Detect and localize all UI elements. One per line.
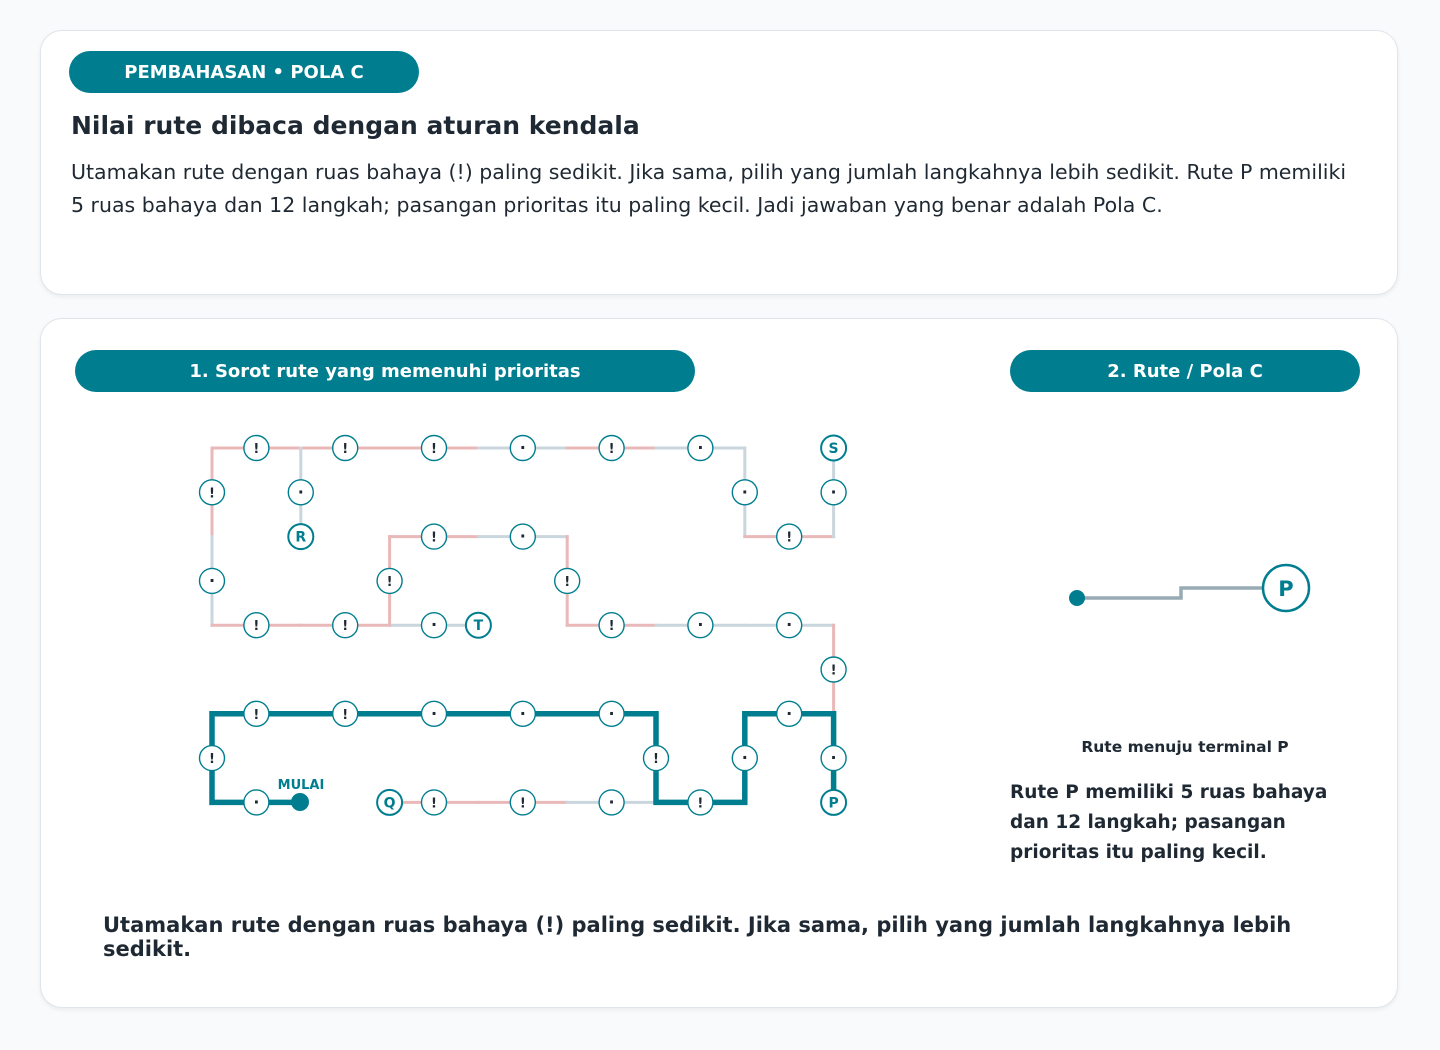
svg-text:·: · [519,438,526,457]
safe-node [422,701,447,726]
svg-text:·: · [830,482,837,502]
explanation-heading: Nilai rute dibaca dengan aturan kendala [71,111,640,140]
hazard-node [333,436,358,461]
svg-text:·: · [430,703,438,723]
hazard-node [644,746,669,771]
hazard-node [244,613,269,638]
svg-text:·: · [786,615,793,635]
hazard-node [200,480,225,505]
safe-node [599,701,624,726]
hazard-node [200,746,225,771]
hazard-node [422,436,447,461]
svg-text:·: · [208,570,216,590]
svg-text:·: · [253,792,260,812]
safe-node [777,613,802,638]
svg-text:·: · [430,615,438,635]
answer-terminal-label: P [1278,577,1294,601]
svg-text:·: · [697,438,704,457]
terminal-s [821,436,846,461]
svg-text:!: ! [253,707,260,723]
svg-text:!: ! [431,530,437,546]
svg-text:S: S [828,441,839,457]
hazard-node [333,701,358,726]
svg-text:!: ! [608,442,615,457]
hazard-node [821,657,846,682]
answer-caption: Rute menuju terminal P [1081,738,1289,756]
hazard-node [777,524,802,549]
svg-text:!: ! [564,574,571,590]
hazard-node [599,436,624,461]
svg-text:!: ! [342,442,349,457]
answer-start-dot [1069,590,1085,606]
svg-text:!: ! [386,574,393,590]
safe-node [777,701,802,726]
svg-text:·: · [786,703,793,723]
svg-text:!: ! [342,619,349,635]
svg-text:·: · [697,615,704,635]
svg-text:!: ! [253,442,260,457]
step1-header: 1. Sorot rute yang memenuhi prioritas [75,350,695,392]
terminal-q [377,790,402,815]
safe-node [821,746,846,771]
svg-text:·: · [608,792,615,812]
terminal-t [466,613,491,638]
hazard-node [244,436,269,461]
step2-header: 2. Rute / Pola C [1010,350,1360,392]
svg-text:!: ! [519,796,526,812]
svg-text:!: ! [431,442,437,457]
safe-node [732,480,757,505]
terminal-r [288,524,313,549]
svg-text:!: ! [608,619,615,635]
svg-text:·: · [741,748,748,768]
discussion-tag: PEMBAHASAN • POLA C [69,51,419,93]
svg-text:!: ! [431,796,437,812]
hazard-node [555,568,580,593]
svg-text:!: ! [209,486,215,502]
start-label: MULAI [277,778,325,793]
hazard-node [422,790,447,815]
safe-node [510,524,535,549]
safe-node [288,480,313,505]
safe-node [510,701,535,726]
svg-text:·: · [519,526,526,546]
svg-text:·: · [830,748,837,768]
hazard-node [333,613,358,638]
svg-text:·: · [519,703,526,723]
svg-text:!: ! [697,796,704,812]
safe-node [422,613,447,638]
answer-route-diagram [1020,550,1340,640]
safe-node [244,790,269,815]
safe-node [599,790,624,815]
svg-text:R: R [295,529,307,546]
hazard-node [244,701,269,726]
svg-text:Q: Q [383,795,396,812]
safe-node [200,568,225,593]
svg-text:·: · [741,482,748,502]
svg-text:T: T [473,618,484,635]
hazard-node [688,790,713,815]
svg-text:!: ! [342,707,349,723]
svg-text:!: ! [830,663,837,679]
start-point [291,793,309,811]
safe-node [510,436,535,461]
terminal-p [821,790,846,815]
hazard-node [377,568,402,593]
svg-text:!: ! [253,619,260,635]
safe-node [688,436,713,461]
hazard-node [510,790,535,815]
svg-text:P: P [828,795,839,812]
svg-text:!: ! [653,752,659,768]
explanation-text: Utamakan rute dengan ruas bahaya (!) paling sedikit. Jika sama, pilih yang jumlah langkahnya lebih sedikit. Rute P memiliki 5 ruas bahaya dan 12 langkah; pasangan prioritas itu paling kecil. Jadi jawaban yang benar adalah Pola C. [71,160,1347,217]
svg-text:!: ! [209,752,215,768]
hazard-node [599,613,624,638]
answer-route-line [1077,588,1263,598]
svg-text:·: · [608,703,615,723]
safe-node [732,746,757,771]
priority-rule-text: Utamakan rute dengan ruas bahaya (!) paling sedikit. Jika sama, pilih yang jumlah langkahnya lebih sedikit. [103,913,1292,961]
svg-text:·: · [297,482,304,502]
safe-node [688,613,713,638]
hazard-node [422,524,447,549]
safe-node [821,480,846,505]
svg-text:!: ! [786,530,793,546]
answer-description: Rute P memiliki 5 ruas bahaya dan 12 langkah; pasangan prioritas itu paling kecil. [1010,782,1328,863]
